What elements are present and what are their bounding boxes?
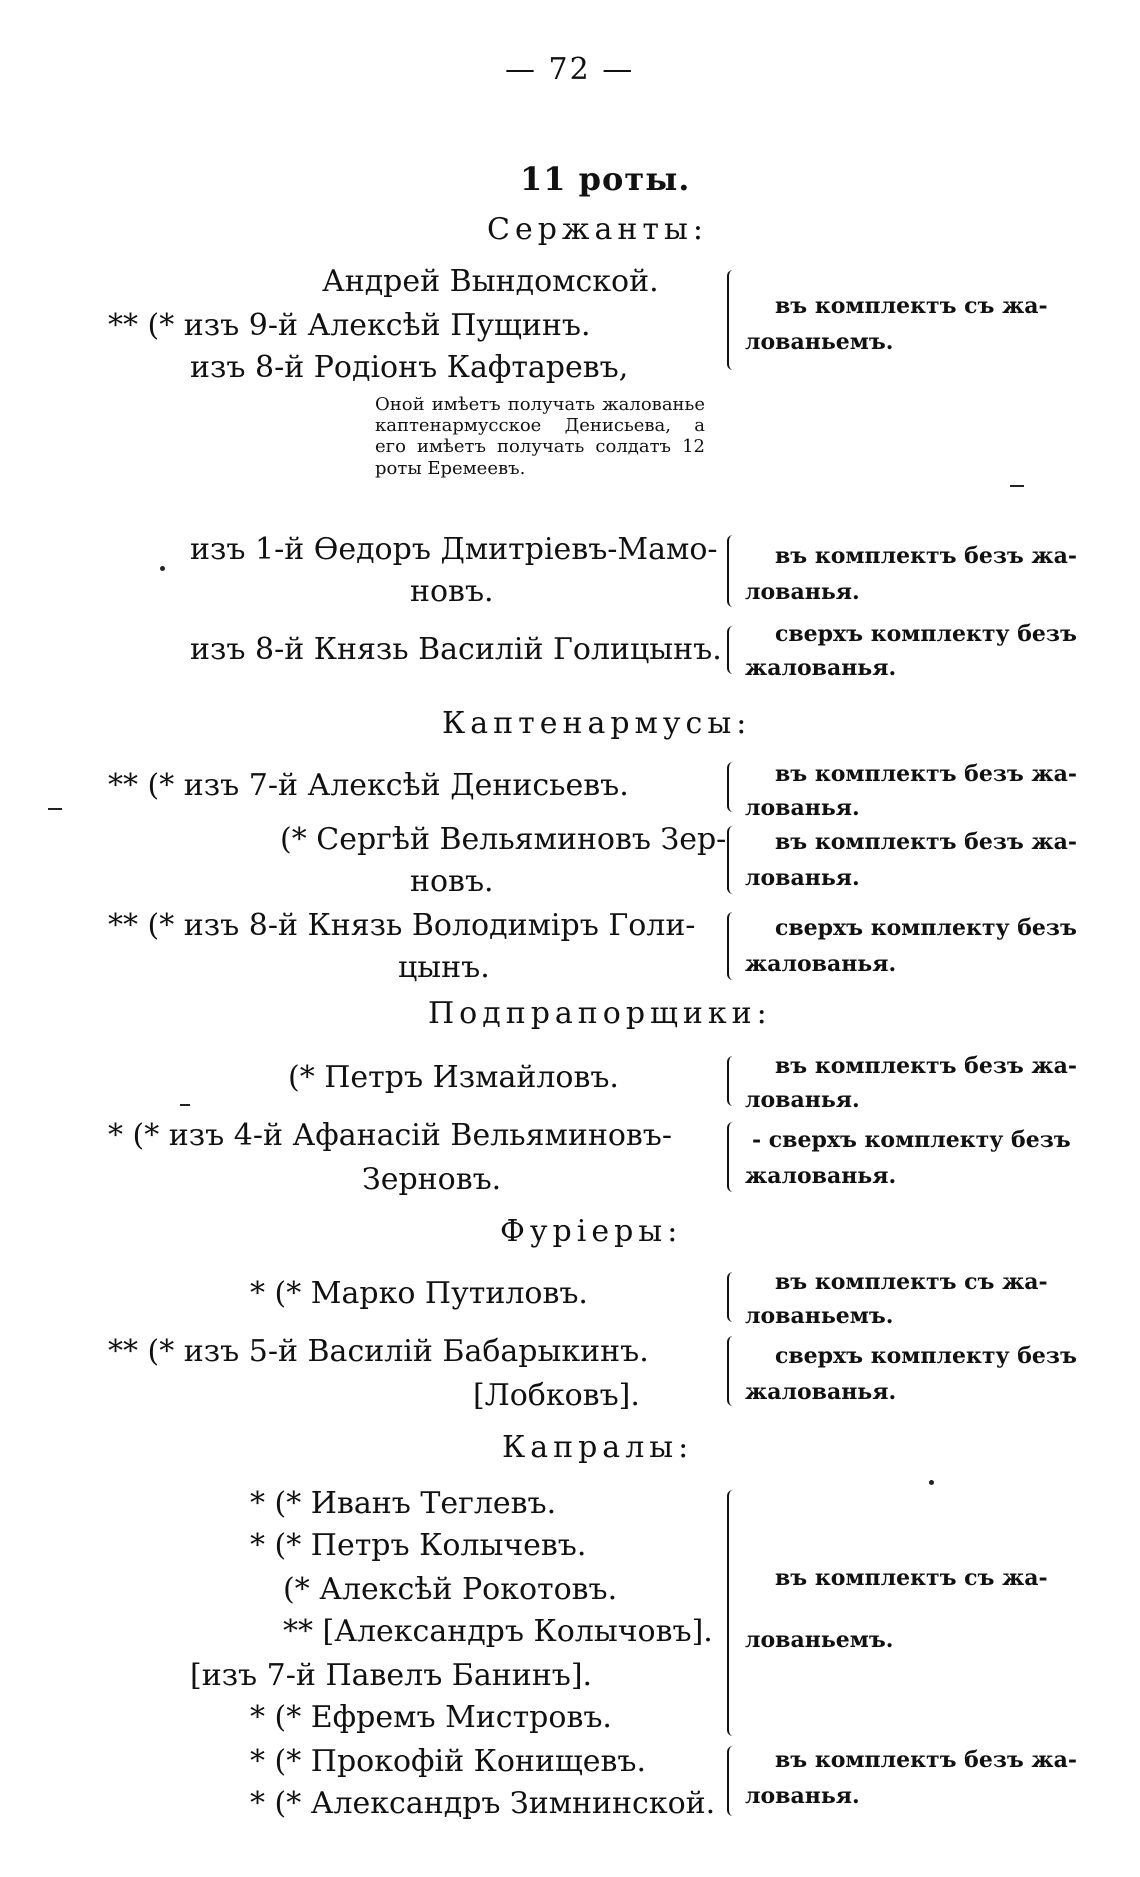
- remark-line: лованья.: [745, 1087, 860, 1113]
- entry-note: Оной имѣетъ получать жалованье каптенармусское Денисьева, а его имѣетъ получать солдатъ 12 роты Еремеевъ.: [375, 394, 705, 479]
- entry-line: * (* Иванъ Теглевъ.: [250, 1486, 557, 1521]
- entry-line: * (* Александръ Зимнинской.: [250, 1786, 716, 1821]
- brace: [727, 1490, 737, 1736]
- remark-line: жалованья.: [745, 1163, 897, 1189]
- entry-line: [изъ 7-й Павелъ Банинъ].: [190, 1658, 593, 1693]
- section-heading-furiery: Фурiеры:: [500, 1214, 683, 1249]
- entry-line: ** (* изъ 9-й Алексѣй Пущинъ.: [108, 308, 591, 343]
- entry-line: ** (* изъ 5-й Василiй Бабарыкинъ.: [108, 1334, 649, 1369]
- brace: [727, 826, 737, 894]
- entry-line: изъ 1-й Өедоръ Дмитрiевъ-Мамо-: [190, 532, 718, 567]
- entry-line: новъ.: [410, 574, 494, 609]
- remark-line: лованья.: [745, 795, 860, 821]
- scan-speck: [48, 808, 62, 810]
- remark-line: лованья.: [745, 865, 860, 891]
- entry-line: изъ 8-й Князь Василiй Голицынъ.: [190, 632, 722, 667]
- entry-line: [Лобковъ].: [473, 1378, 640, 1413]
- remark-line: въ комплектъ безъ жа-: [775, 829, 1078, 855]
- entry-line: * (* Петръ Колычевъ.: [250, 1528, 587, 1563]
- page-number: — 72 —: [505, 52, 635, 87]
- remark-line: въ комплектъ съ жа-: [775, 1269, 1048, 1295]
- entry-line: ** (* изъ 8-й Князь Володимiръ Голи-: [108, 908, 696, 943]
- remark-line: въ комплектъ съ жа-: [775, 1565, 1048, 1591]
- entry-line: * (* Ефремъ Мистровъ.: [250, 1700, 612, 1735]
- remark-line: жалованья.: [745, 1379, 897, 1405]
- scan-speck: [1010, 485, 1024, 487]
- remark-line: лованья.: [745, 1783, 860, 1809]
- brace: [727, 1272, 737, 1322]
- remark-line: сверхъ комплекту безъ: [775, 621, 1077, 647]
- remark-line: лованьемъ.: [745, 1303, 894, 1329]
- entry-line: * (* изъ 4-й Афанасiй Вельяминовъ-: [108, 1118, 673, 1153]
- remark-line: въ комплектъ съ жа-: [775, 293, 1048, 319]
- entry-line: ** [Александръ Колычовъ].: [283, 1614, 713, 1649]
- brace: [727, 1056, 737, 1106]
- entry-line: изъ 8-й Родiонъ Кафтаревъ,: [190, 350, 629, 385]
- entry-line: Зерновъ.: [362, 1162, 502, 1197]
- remark-line: въ комплектъ безъ жа-: [775, 543, 1078, 569]
- entry-line: (* Алексѣй Рокотовъ.: [283, 1572, 618, 1607]
- remark-line: въ комплектъ безъ жа-: [775, 1747, 1078, 1773]
- remark-line: жалованья.: [745, 655, 897, 681]
- entry-line: новъ.: [410, 864, 494, 899]
- brace: [727, 1336, 737, 1406]
- remark-line: въ комплектъ безъ жа-: [775, 1053, 1078, 1079]
- remark-line: лованья.: [745, 579, 860, 605]
- remark-line: въ комплектъ безъ жа-: [775, 761, 1078, 787]
- scan-speck: [929, 1480, 934, 1485]
- remark-line: сверхъ комплекту безъ: [775, 915, 1077, 941]
- entry-line: * (* Прокофiй Конищевъ.: [250, 1744, 647, 1779]
- page-title: 11 роты.: [520, 160, 691, 198]
- entry-line: * (* Марко Путиловъ.: [250, 1276, 588, 1311]
- scan-speck: [180, 1104, 190, 1106]
- section-heading-kapraly: Капралы:: [502, 1430, 694, 1465]
- entry-line: Андрей Вындомской.: [322, 264, 659, 299]
- section-heading-podpraporshchiki: Подпрапорщики:: [428, 996, 772, 1031]
- brace: [727, 626, 737, 674]
- remark-line: лованьемъ.: [745, 329, 894, 355]
- entry-line: ** (* изъ 7-й Алексѣй Денисьевъ.: [108, 768, 629, 803]
- section-heading-serzhanty: Сержанты:: [487, 212, 708, 247]
- brace: [727, 270, 737, 370]
- remark-line: лованьемъ.: [745, 1627, 894, 1653]
- scan-speck: [160, 566, 165, 571]
- remark-line: жалованья.: [745, 951, 897, 977]
- brace: [727, 535, 737, 607]
- entry-line: цынъ.: [398, 950, 490, 985]
- section-heading-kaptenarmusy: Каптенармусы:: [442, 706, 752, 741]
- brace: [727, 1122, 737, 1192]
- entry-line: (* Сергѣй Вельяминовъ Зер-: [280, 822, 727, 857]
- remark-line: сверхъ комплекту безъ: [775, 1343, 1077, 1369]
- entry-line: (* Петръ Измайловъ.: [288, 1060, 619, 1095]
- remark-line: - сверхъ комплекту безъ: [752, 1127, 1071, 1153]
- brace: [727, 912, 737, 980]
- brace: [727, 762, 737, 812]
- brace: [727, 1746, 737, 1816]
